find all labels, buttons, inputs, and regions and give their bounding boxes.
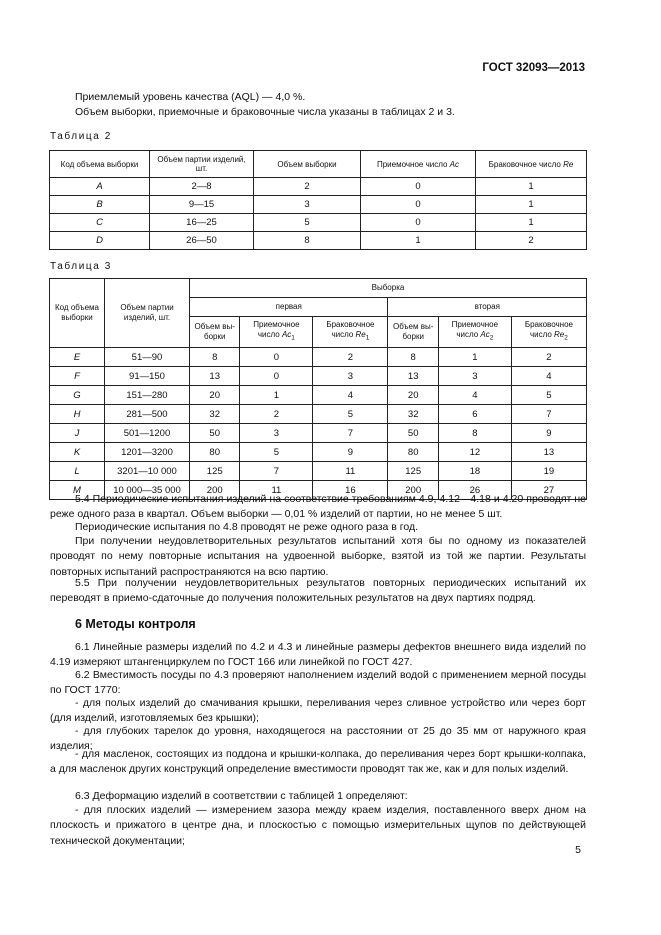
table-cell: K [50, 443, 105, 462]
table-cell: 11 [313, 462, 388, 481]
para-5-4: 5.4 Периодические испытания изделий на соответствие требованиям 4.9, 4.12—4.18 и 4.20 проводят не реже одного раза в квартал. Объем выборки — 0,01 % изделий от партии, но не менее 5 шт. [50, 493, 586, 521]
table-row [50, 232, 587, 250]
table-cell: E [50, 348, 105, 367]
table3-caption: Таблица 3 [50, 261, 112, 272]
table-cell: 125 [190, 462, 240, 481]
para-5-4-retest: При получении неудовлетворительных результатов испытаний хотя бы по одному из показателей проводят по нему повторные испытания на удвоенной выборке, взятой из той же партии. Результаты повторных испытаний распространяются на всю партию. [50, 535, 586, 578]
table-cell: 50 [190, 424, 240, 443]
para-6-1: 6.1 Линейные размеры изделий по 4.2 и 4.3 и линейные размеры дефектов внешнего вида изделий по 4.19 измеряют штангенциркулем по ГОСТ 166 или линейкой по ГОСТ 427. [50, 641, 586, 669]
table-cell: 8 [254, 232, 361, 250]
table-cell: 9 [313, 443, 388, 462]
table-cell: 2—8 [150, 178, 254, 196]
header-cell: Объем вы-борки [388, 317, 438, 348]
header-cell: Приемочное число Ac [361, 151, 476, 178]
table-cell: 8 [388, 348, 438, 367]
table-cell: 125 [388, 462, 438, 481]
table-row [50, 348, 587, 367]
header-cell: Код объема выборки [50, 279, 105, 348]
table-cell: 5 [511, 386, 586, 405]
table-cell: 151—280 [105, 386, 190, 405]
table-cell: 7 [240, 462, 313, 481]
table-cell: 6 [438, 405, 511, 424]
table-cell: 26 [438, 481, 511, 500]
table-row [50, 367, 587, 386]
section-heading: 6 Методы контроля [75, 617, 196, 631]
table-cell: 19 [511, 462, 586, 481]
header-cell: Объем выборки [254, 151, 361, 178]
header-cell: Объем партии изделий, шт. [150, 151, 254, 178]
table-cell: 20 [388, 386, 438, 405]
table-cell: 1 [438, 348, 511, 367]
table-cell: 3 [438, 367, 511, 386]
table-cell: 10 000—35 000 [105, 481, 190, 500]
table-cell: 13 [190, 367, 240, 386]
table-header-row [50, 279, 587, 298]
table-cell: 4 [511, 367, 586, 386]
table-cell: 5 [240, 443, 313, 462]
table-cell: 200 [190, 481, 240, 500]
table-cell: 8 [190, 348, 240, 367]
table-cell: 1 [361, 232, 476, 250]
table-cell: 80 [388, 443, 438, 462]
table-cell: 8 [438, 424, 511, 443]
table-cell: 32 [388, 405, 438, 424]
para-6-3: 6.3 Деформацию изделий в соответствии с таблицей 1 определяют: [75, 790, 408, 802]
table-cell: F [50, 367, 105, 386]
table-cell: 3 [313, 367, 388, 386]
header-cell: Браковочное число Re [476, 151, 587, 178]
table-cell: C [50, 214, 150, 232]
table-cell: 91—150 [105, 367, 190, 386]
table2-caption: Таблица 2 [50, 131, 112, 142]
header-cell: вторая [388, 298, 587, 317]
intro-aql: Приемлемый уровень качества (AQL) — 4,0 %. [75, 91, 306, 103]
table-cell: 12 [438, 443, 511, 462]
table-cell: 18 [438, 462, 511, 481]
table-row [50, 178, 587, 196]
table-cell: 5 [313, 405, 388, 424]
header-cell: Приемочное число $Ac_1$ [240, 317, 313, 348]
table-cell: D [50, 232, 150, 250]
table-cell: A [50, 178, 150, 196]
table-cell: 1 [476, 214, 587, 232]
table-cell: 11 [240, 481, 313, 500]
para-5-5: 5.5 При получении неудовлетворительных результатов повторных периодических испытаний их переводят в приемо-сдаточные до получения положительных результатов на двух партиях подряд. [50, 577, 586, 605]
list-item: - для полых изделий до смачивания крышки, переливания через сливное устройство или через борт (для изделий, изготовляемых без крышки); [50, 697, 586, 725]
list-item: - для глубоких тарелок до уровня, находящегося на расстоянии от 25 до 35 мм от наружного края изделия; [50, 725, 586, 753]
table-row [50, 405, 587, 424]
table-cell: 13 [388, 367, 438, 386]
table-cell: 2 [313, 348, 388, 367]
table-row [50, 386, 587, 405]
table-cell: J [50, 424, 105, 443]
table-cell: 20 [190, 386, 240, 405]
table-cell: 0 [361, 178, 476, 196]
table-cell: 4 [438, 386, 511, 405]
table-cell: 0 [361, 196, 476, 214]
table-cell: 0 [240, 367, 313, 386]
table-row [50, 443, 587, 462]
table-cell: 1 [240, 386, 313, 405]
table-cell: H [50, 405, 105, 424]
header-cell: Браковочное число $Re_2$ [511, 317, 586, 348]
list-item: - для плоских изделий — измерением зазора между краем изделия, поставленного вверх дном на плоскость и прижатого в центре дна, и плоскостью с помощью измерительных щупов по действующей технической документации; [50, 804, 586, 847]
standard-header: ГОСТ 32093—2013 [482, 62, 585, 74]
page-number: 5 [575, 844, 581, 856]
table-cell: 1201—3200 [105, 443, 190, 462]
header-cell: Приемочное число $Ac_2$ [438, 317, 511, 348]
table-cell: 16 [313, 481, 388, 500]
list-item: - для масленок, состоящих из поддона и крышки-колпака, до переливания через борт крышки-колпака, а для масленок других конструкций определение вместимости проводят так же, как и для полых изделий. [50, 748, 586, 776]
table-cell: 51—90 [105, 348, 190, 367]
header-cell: Выборка [190, 279, 587, 298]
table-cell: 26—50 [150, 232, 254, 250]
table-cell: 2 [476, 232, 587, 250]
header-cell: Объем вы-борки [190, 317, 240, 348]
table-row [50, 424, 587, 443]
table-cell: 2 [511, 348, 586, 367]
table-3 [49, 278, 587, 500]
table-cell: M [50, 481, 105, 500]
table-row [50, 196, 587, 214]
table-cell: 9—15 [150, 196, 254, 214]
table-cell: L [50, 462, 105, 481]
header-cell: первая [190, 298, 388, 317]
table-2 [49, 150, 587, 250]
table-cell: 3 [240, 424, 313, 443]
table-cell: 27 [511, 481, 586, 500]
table-cell: 2 [254, 178, 361, 196]
table-cell: B [50, 196, 150, 214]
table-cell: 50 [388, 424, 438, 443]
intro-sample: Объем выборки, приемочные и браковочные числа указаны в таблицах 2 и 3. [75, 106, 455, 118]
table-cell: 7 [511, 405, 586, 424]
para-5-4-annual: Периодические испытания по 4.8 проводят не реже одного раза в год. [75, 521, 419, 533]
table-header-row [50, 151, 587, 178]
table-cell: 2 [240, 405, 313, 424]
table-cell: 4 [313, 386, 388, 405]
table3-body [50, 348, 587, 500]
table-cell: 1 [476, 196, 587, 214]
para-6-2: 6.2 Вместимость посуды по 4.3 проверяют наполнением изделий водой с применением мерной посуды по ГОСТ 1770: [50, 669, 586, 697]
table-cell: 0 [361, 214, 476, 232]
table-cell: 13 [511, 443, 586, 462]
table-cell: 16—25 [150, 214, 254, 232]
table-cell: 501—1200 [105, 424, 190, 443]
table-cell: 0 [240, 348, 313, 367]
table-row [50, 462, 587, 481]
table-cell: 32 [190, 405, 240, 424]
header-cell: Объем партии изделий, шт. [105, 279, 190, 348]
table-cell: 7 [313, 424, 388, 443]
header-cell: Код объема выборки [50, 151, 150, 178]
table-cell: 3201—10 000 [105, 462, 190, 481]
header-cell: Браковочное число $Re_1$ [313, 317, 388, 348]
table-cell: 9 [511, 424, 586, 443]
table-row [50, 214, 587, 232]
table-cell: 200 [388, 481, 438, 500]
table-cell: G [50, 386, 105, 405]
table-cell: 281—500 [105, 405, 190, 424]
table-cell: 1 [476, 178, 587, 196]
table-cell: 3 [254, 196, 361, 214]
table-cell: 5 [254, 214, 361, 232]
table-cell: 80 [190, 443, 240, 462]
